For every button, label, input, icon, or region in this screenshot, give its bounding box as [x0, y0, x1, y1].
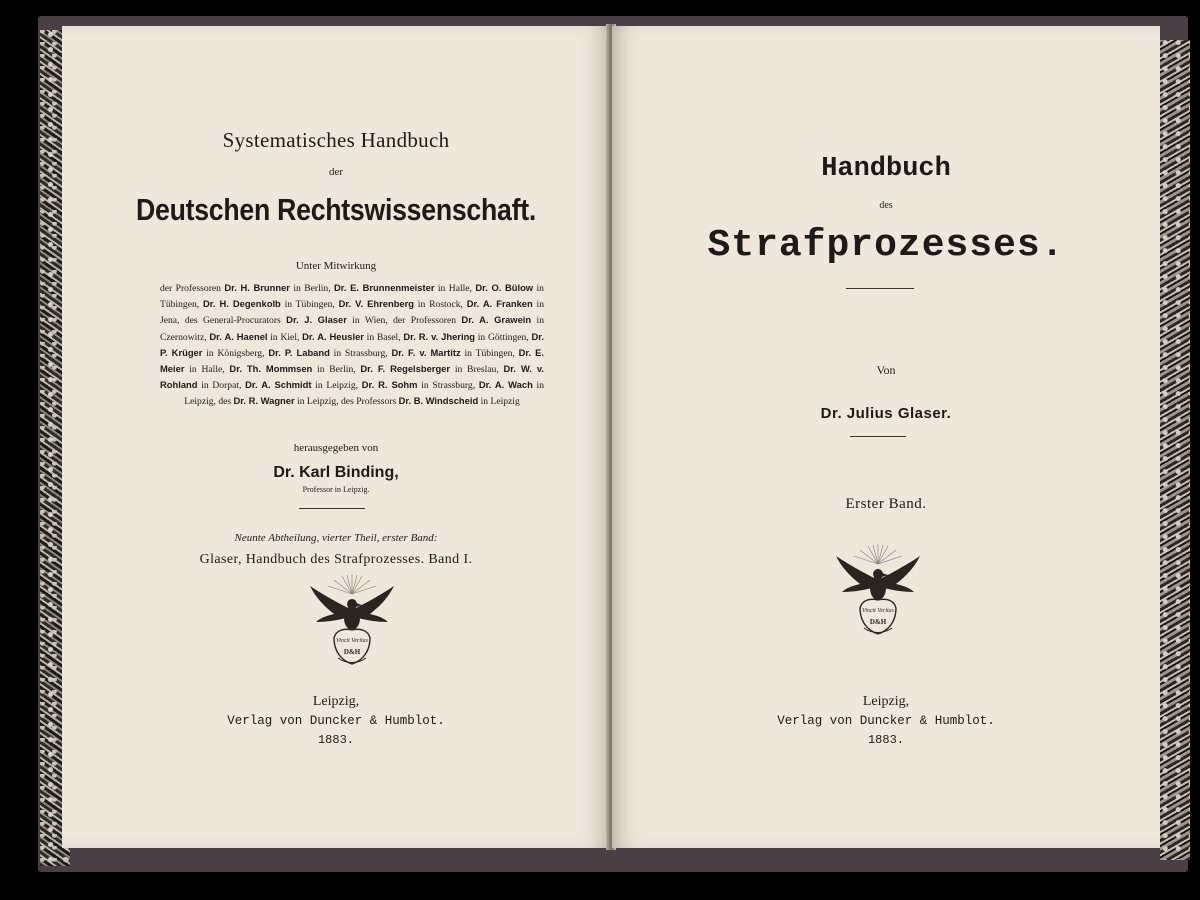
contributor-text: in Basel,	[363, 331, 404, 343]
contributor-text: in Strassburg,	[329, 347, 392, 359]
contributor-text: in Dorpat,	[197, 380, 246, 392]
contributor-name: Dr. H. Brunner	[224, 282, 290, 293]
contributor-name: Dr. E. Meier	[160, 346, 544, 375]
contributor-text: in Tübingen,	[460, 347, 519, 359]
contributor-text: in Göttingen,	[475, 331, 532, 343]
contributor-name: Dr. W. v. Rohland	[160, 363, 544, 391]
divider	[299, 508, 365, 509]
herausgegeben-label: herausgegeben von	[293, 442, 379, 454]
emblem-motto: Vincit Veritas	[861, 608, 895, 614]
contributor-name: Dr. P. Laband	[268, 346, 330, 358]
svg-text:D&H: D&H	[869, 618, 887, 626]
contributor-name: Dr. A. Franken	[466, 298, 533, 310]
contributor-text: in Tübingen,	[160, 283, 544, 311]
publisher-city: Leipzig,	[312, 694, 360, 709]
book-title: Handbuch	[821, 154, 951, 184]
contributor-text: in Berlin,	[289, 283, 334, 294]
contributor-text: in Leipzig, des	[184, 380, 544, 408]
left-page	[62, 26, 610, 848]
contributor-name: Dr. F. Regelsberger	[360, 363, 451, 375]
contributor-name: Dr. R. Wagner	[233, 395, 295, 407]
contributor-name: Dr. A. Grawein	[461, 314, 532, 326]
contributor-text: in Strassburg,	[417, 380, 479, 392]
contributor-text: in Tübingen,	[280, 299, 339, 311]
divider	[850, 436, 906, 437]
contributor-text: in Jena, des General-Procurators	[160, 299, 544, 327]
title-des: des	[879, 200, 893, 211]
contributor-text: in Königsberg,	[202, 347, 269, 359]
publisher-name: Verlag von Duncker & Humblot.	[227, 714, 445, 728]
contributor-name: Dr. O. Bülow	[475, 282, 534, 293]
contributor-text: in Kiel,	[267, 331, 303, 343]
book-subtitle: Strafprozesses.	[707, 224, 1065, 267]
contributor-name: Dr. B. Windscheid	[398, 395, 479, 407]
svg-text:D&H: D&H	[343, 648, 361, 656]
volume-label: Erster Band.	[845, 496, 927, 512]
series-der: der	[328, 166, 344, 178]
eagle-emblem-icon	[306, 572, 398, 676]
contributor-name: Dr. J. Glaser	[286, 314, 347, 326]
contributor-name: Dr. A. Haenel	[209, 330, 268, 342]
contributor-text: in Rostock,	[414, 299, 467, 311]
contributor-name: Dr. A. Heusler	[302, 330, 364, 342]
eagle-emblem-icon	[832, 542, 924, 646]
mitwirkung-label: Unter Mitwirkung	[295, 260, 377, 272]
marbled-edge-right	[1160, 40, 1190, 860]
contributor-name: Dr. R. v. Jhering	[403, 330, 476, 342]
publisher-name: Verlag von Duncker & Humblot.	[777, 714, 995, 728]
volume-line: Glaser, Handbuch des Strafprozesses. Band I.	[199, 552, 473, 567]
contributor-text: in Leipzig, des Professors	[294, 396, 399, 408]
contributor-text: in Halle,	[184, 364, 230, 376]
contributor-name: Dr. A. Schmidt	[245, 379, 312, 391]
publication-year: 1883.	[867, 733, 904, 747]
contributor-name: Dr. Th. Mommsen	[229, 363, 313, 375]
contributor-text: in Halle,	[434, 283, 476, 294]
contributor-text: in Leipzig,	[311, 380, 362, 392]
contributor-text: in Breslau,	[450, 364, 504, 376]
contributor-name: Dr. E. Brunnenmeister	[334, 282, 435, 293]
von-label: Von	[876, 363, 896, 377]
contributors-list	[160, 280, 544, 410]
contributor-name: Dr. R. Sohm	[361, 379, 418, 391]
right-page	[612, 26, 1160, 848]
publication-year: 1883.	[317, 733, 354, 747]
contributor-text: der Professoren	[160, 283, 225, 294]
contributor-text: in Berlin,	[312, 364, 361, 376]
editor-title: Professor in Leipzig.	[302, 485, 370, 494]
divider	[846, 288, 914, 289]
contributor-name: Dr. A. Wach	[478, 379, 533, 391]
contributor-text: in Wien, der Professoren	[346, 315, 462, 327]
abtheilung-line: Neunte Abtheilung, vierter Theil, erster Band:	[234, 532, 438, 544]
contributor-name: Dr. P. Krüger	[160, 330, 544, 358]
series-main-title: Deutschen Rechtswissenschaft.	[136, 192, 536, 227]
contributor-text: in Czernowitz,	[160, 315, 544, 343]
contributor-name: Dr. V. Ehrenberg	[338, 298, 415, 310]
series-title: Systematisches Handbuch	[222, 128, 450, 152]
contributor-name: Dr. H. Degenkolb	[202, 298, 281, 310]
publisher-city: Leipzig,	[862, 694, 910, 709]
author-name: Dr. Julius Glaser.	[820, 405, 952, 422]
editor-name: Dr. Karl Binding,	[273, 464, 399, 481]
contributor-name: Dr. F. v. Martitz	[391, 346, 461, 358]
emblem-motto: Vincit Veritas	[335, 638, 369, 644]
contributor-text: in Leipzig	[478, 396, 520, 408]
